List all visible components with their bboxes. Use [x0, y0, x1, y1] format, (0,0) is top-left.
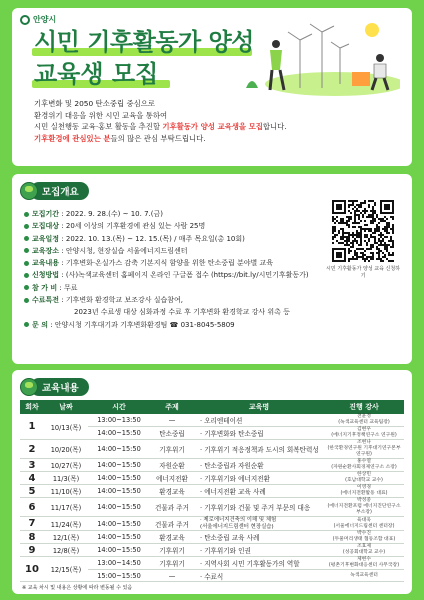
overview-item: [24, 294, 324, 306]
cell-n: 9: [20, 544, 44, 557]
table-row: [20, 440, 404, 459]
table-row: [20, 472, 404, 485]
bullet-icon: [24, 224, 29, 229]
cell-date: 10/20(목): [44, 440, 88, 459]
intro-line-4: [34, 133, 404, 145]
cell-time: 15:00~15:50: [88, 570, 150, 582]
bullet-icon: [24, 273, 29, 278]
cell-title: · 수료식: [194, 570, 324, 582]
contact-value: : 안양시청 기후대기과 기후변화환경팀 ☎ 031-8045-5809: [50, 320, 235, 329]
overview-key: 수료특전: [32, 296, 60, 305]
intro-text: [34, 98, 404, 144]
cell-time: 13:00~14:50: [88, 557, 150, 570]
cell-inst: 조현나 (한국환경연구원 기후대기연구본부 연구원): [324, 440, 404, 459]
overview-label: 모집개요: [30, 182, 89, 200]
hero-panel: [12, 8, 412, 166]
cell-topic: 기후위기: [150, 440, 194, 459]
overview-heading: [20, 182, 89, 200]
cell-inst: 조효제 (성공회대학교 교수): [324, 544, 404, 557]
overview-item: [24, 257, 324, 269]
cell-title: · 탄소중립과 자원순환: [194, 459, 324, 472]
col-header: 주제: [150, 400, 194, 414]
overview-value: : 안양시청, 현장실습 서울에너지드림센터: [61, 246, 188, 255]
overview-key: 모집대상: [32, 222, 60, 231]
overview-item: [24, 233, 324, 245]
cell-title: · 제로에너지건축의 이해 및 체험 (서울에너지드림센터 현장실습): [194, 517, 324, 531]
city-logo: [20, 14, 56, 25]
cell-n: 3: [20, 459, 44, 472]
cell-date: 12/1(목): [44, 531, 88, 544]
contact-key: 문 의: [32, 320, 48, 329]
cell-inst: 한상민 (호남대학교 교수): [324, 472, 404, 485]
city-name: 안양시: [33, 15, 57, 24]
cell-topic: 에너지전환: [150, 472, 194, 485]
overview-value: : (사)녹색교육센터 홈페이지 온라인 구글폼 접수 (https://bit.ly/시민기후활동가): [61, 271, 309, 280]
schedule-heading: [20, 378, 89, 396]
cell-n: 2: [20, 440, 44, 459]
globe-icon: [20, 182, 38, 200]
qr-code[interactable]: [330, 198, 396, 264]
cell-title: · 기후위기와 에너지전환: [194, 472, 324, 485]
cell-title: · 탄소중립 교육 사례: [194, 531, 324, 544]
cell-title: · 기후위기와 인권: [194, 544, 324, 557]
cell-topic: 기후위기: [150, 557, 194, 570]
cell-inst: 이영경 (에너지전환활동 대표): [324, 485, 404, 498]
col-header: 진행 강사: [324, 400, 404, 414]
cell-topic: —: [150, 414, 194, 427]
schedule-label: 교육내용: [30, 378, 89, 396]
intro-line-rest: 들의 많은 관심 부탁드립니다.: [110, 133, 206, 143]
cell-time: 14:00~15:50: [88, 485, 150, 498]
cell-n: 10: [20, 557, 44, 582]
schedule-body: [20, 414, 404, 582]
intro-line-3: [34, 121, 404, 133]
cell-date: 12/15(목): [44, 557, 88, 582]
overview-value: : 기후변화 환경학교 보조강사 실습참여,: [61, 296, 183, 305]
cell-date: 11/3(목): [44, 472, 88, 485]
footnote: ※ 교육 차시 및 내용은 상황에 따라 변동될 수 있음: [22, 585, 133, 591]
bullet-icon: [24, 261, 29, 266]
col-header: 회차: [20, 400, 44, 414]
cell-title: · 기후위기 적응정책과 도시의 회복탄력성: [194, 440, 324, 459]
cell-n: 8: [20, 531, 44, 544]
table-header-row: [20, 400, 404, 414]
title-line-1: 시민 기후활동가 양성: [34, 28, 254, 56]
overview-item: [24, 245, 324, 257]
overview-key: 교육장소: [32, 246, 60, 255]
cell-time: 14:00~15:50: [88, 427, 150, 440]
table-row: [20, 544, 404, 557]
overview-item: [24, 282, 324, 294]
cell-title: · 지역사회 시민 기후활동가의 역할: [194, 557, 324, 570]
climate-activists-illustration: [240, 18, 400, 98]
cell-inst: 홍수열 (자원순환사회경제연구소 소장): [324, 459, 404, 472]
cell-topic: 건물과 주거: [150, 498, 194, 517]
overview-item: [24, 220, 324, 232]
cell-title: · 에너지전환 교육 사례: [194, 485, 324, 498]
cell-inst: 전윤정 (녹색교육센터 교육팀장): [324, 414, 404, 427]
table-row: [20, 557, 404, 570]
cell-n: 5: [20, 485, 44, 498]
cell-topic: 탄소중립: [150, 427, 194, 440]
overview-key: 교육내용: [32, 259, 60, 268]
cell-topic: —: [150, 570, 194, 582]
intro-line-end: 합니다.: [262, 122, 287, 131]
overview-key: 참 가 비: [32, 283, 58, 292]
cell-title: · 기후위기와 건물 및 주거 부문의 대응: [194, 498, 324, 517]
cell-inst: 육대욱 (서울에너지드림센터 센터장): [324, 517, 404, 531]
cell-title: · 오리엔테이션: [194, 414, 324, 427]
table-row: [20, 517, 404, 531]
overview-item: [24, 208, 324, 220]
title-line-2: 교육생 모집: [34, 60, 159, 88]
overview-item-continued: 2023년 수료생 대상 심화과정 수료 후 기후변화 환경학교 강사 위촉 등: [74, 308, 290, 317]
cell-n: 7: [20, 517, 44, 531]
cell-time: 14:00~15:50: [88, 517, 150, 531]
cell-time: 14:00~15:50: [88, 498, 150, 517]
table-row: [20, 498, 404, 517]
intro-highlight: 기후활동가 양성 교육생을 모집: [162, 122, 263, 131]
overview-key: 교육일정: [32, 234, 60, 243]
cell-date: 11/17(목): [44, 498, 88, 517]
cell-topic: 자원순환: [150, 459, 194, 472]
cell-topic: 건물과 주거: [150, 517, 194, 531]
cell-inst: 녹색교육센터: [324, 570, 404, 582]
cell-date: 11/10(목): [44, 485, 88, 498]
intro-line: 기후변화 및 2050 탄소중립 중심으로: [34, 99, 156, 108]
contact-item: [24, 319, 324, 331]
bullet-icon: [24, 298, 29, 303]
cell-inst: 박성중 (에너지전환포럼 에너지진단연구소 부소장): [324, 498, 404, 517]
cell-date: 11/24(목): [44, 517, 88, 531]
intro-line: 환경위기 대응을 위한 시민 교육을 통하여: [34, 110, 168, 120]
cell-n: 1: [20, 414, 44, 440]
cell-time: 13:00~13:50: [88, 414, 150, 427]
col-header: 교육명: [194, 400, 324, 414]
bullet-icon: [24, 236, 29, 241]
overview-value: : 2022. 9. 28.(수) ~ 10. 7.(금): [61, 210, 163, 218]
cell-time: 14:00~15:50: [88, 531, 150, 544]
qr-label: 시민 기후활동가 양성 교육 신청하기: [326, 266, 400, 279]
col-header: 날짜: [44, 400, 88, 414]
overview-value: : 2022. 10. 13.(목) ~ 12. 15.(목) / 매주 목요일(총 10회): [61, 234, 245, 243]
globe-icon: [20, 378, 38, 396]
cell-inst: 제현수 (평촌기후변화대응센터 사무국장): [324, 557, 404, 570]
schedule-table: [20, 400, 404, 582]
cell-date: 12/8(목): [44, 544, 88, 557]
intro-red-text: 기후환경에 관심있는 분: [34, 133, 111, 143]
bullet-icon: [24, 212, 29, 217]
cell-topic: 환경교육: [150, 485, 194, 498]
cell-n: 4: [20, 472, 44, 485]
cell-time: 14:00~15:50: [88, 544, 150, 557]
cell-time: 14:00~15:50: [88, 440, 150, 459]
cell-time: 14:00~15:50: [88, 472, 150, 485]
bullet-icon: [24, 285, 29, 290]
bullet-icon: [24, 248, 29, 253]
cell-date: 10/27(목): [44, 459, 88, 472]
cell-topic: 환경교육: [150, 531, 194, 544]
cell-date: 10/13(목): [44, 414, 88, 440]
cell-inst: 김현우 (에너지기후정책연구소 연구원): [324, 427, 404, 440]
cell-topic: 기후위기: [150, 544, 194, 557]
cell-inst: 박수진 (두물머리생태 협동조합 대표): [324, 531, 404, 544]
schedule-table-wrap: [20, 400, 404, 582]
overview-value: : 기후변화·온실가스 감축 기본지식 함양을 위한 탄소중립 분야별 교육: [61, 259, 274, 268]
table-row: [20, 531, 404, 544]
intro-line: 시민 실천행동 교육·홍보 활동을 추진할: [34, 122, 160, 131]
table-row: [20, 485, 404, 498]
overview-value: : 20세 이상의 기후환경에 관심 있는 사람 25명: [61, 222, 206, 231]
overview-key: 모집기간: [32, 210, 60, 218]
overview-item: [24, 269, 324, 281]
overview-value: : 무료: [59, 283, 78, 292]
col-header: 시간: [88, 400, 150, 414]
bullet-icon: [24, 322, 29, 327]
table-row: [20, 414, 404, 427]
cell-title: · 기후변화와 탄소중립: [194, 427, 324, 440]
overview-list: [24, 208, 324, 331]
cell-time: 14:00~15:50: [88, 459, 150, 472]
cell-n: 6: [20, 498, 44, 517]
overview-key: 신청방법: [32, 271, 60, 280]
city-emblem-icon: [20, 15, 30, 25]
table-row: [20, 459, 404, 472]
